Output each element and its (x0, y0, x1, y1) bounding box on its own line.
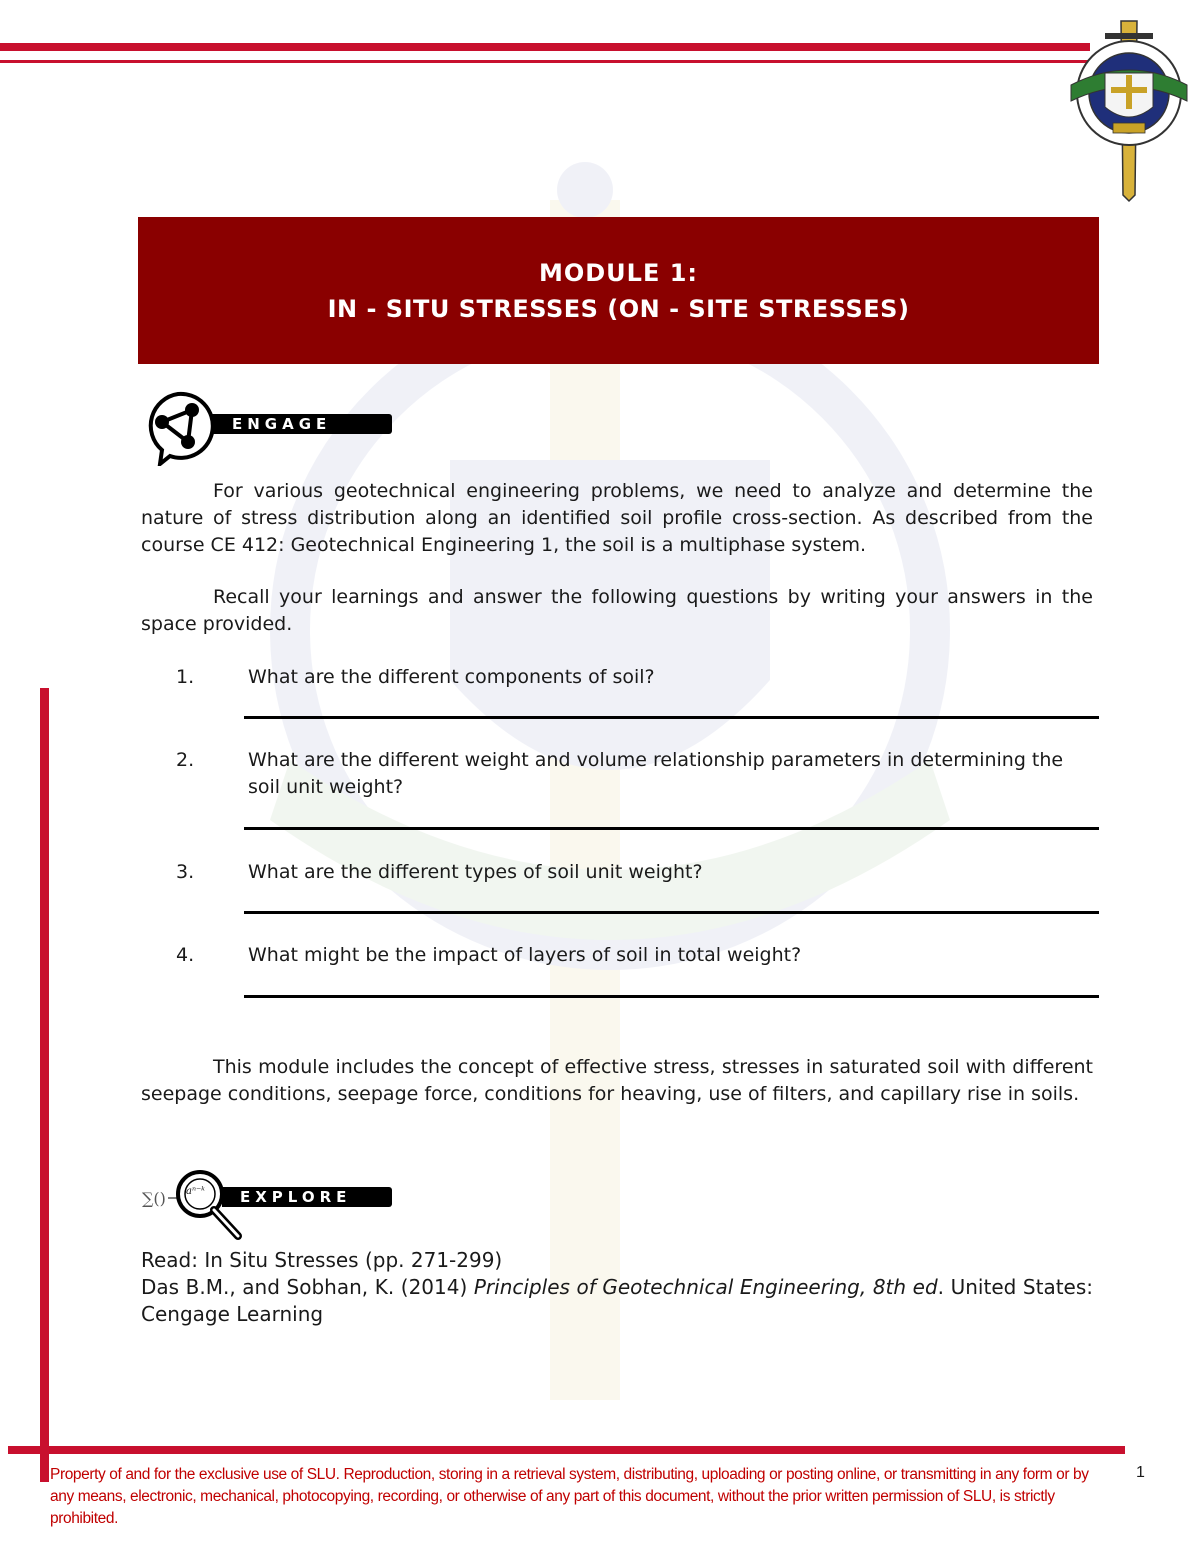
explore-label: EXPLORE (222, 1187, 392, 1207)
question-1-text: What are the different components of soil? (248, 666, 655, 688)
module-title-banner (138, 217, 1099, 364)
question-4-number: 4. (176, 944, 195, 966)
slu-seal-logo (1065, 15, 1193, 203)
module-title: IN - SITU STRESSES (ON - SITE STRESSES) (327, 294, 910, 323)
copyright-notice: Property of and for the exclusive use of SLU. Reproduction, storing in a retrieval system, distributing, uploading or posting online, or transmitting in any form or by any means, electronic, mechanical, photocopying, recording, or otherwise of any part of this document, without the prior written permission of SLU, is strictly prohibited. (50, 1466, 1089, 1527)
top-rule-thin (0, 60, 1090, 63)
reference-publisher: . United States: Cengage Learning (141, 1275, 1094, 1326)
engage-label: ENGAGE (212, 414, 392, 434)
question-3-number: 3. (176, 861, 195, 883)
question-2-number: 2. (176, 749, 195, 771)
reference-title: Principles of Geotechnical Engineering, 8th ed (473, 1275, 938, 1299)
explore-formula: aⁿ⁻ᵏ (186, 1186, 205, 1197)
module-summary: This module includes the concept of effective stress, stresses in saturated soil with different seepage conditions, seepage force, conditions for heaving, use of filters, and capillary rise in soils. (141, 1056, 1093, 1105)
svg-text:∑(): ∑() (142, 1189, 166, 1208)
reference-authors: Das B.M., and Sobhan, K. (2014) (141, 1275, 474, 1299)
top-rule-thick (0, 43, 1090, 51)
share-network-icon (140, 388, 218, 466)
answer-line-3[interactable] (244, 911, 1099, 914)
question-4-text: What might be the impact of layers of soil in total weight? (248, 944, 802, 966)
answer-line-4[interactable] (244, 995, 1099, 998)
engage-instruction: Recall your learnings and answer the following questions by writing your answers in the space provided. (141, 586, 1093, 635)
answer-line-1[interactable] (244, 716, 1099, 719)
engage-intro: For various geotechnical engineering problems, we need to analyze and determine the nature of stress distribution along an identified soil profile cross-section. As described from the course CE 412: Geotechnical Engineering 1, the soil is a multiphase system. (141, 480, 1093, 556)
read-assignment: Read: In Situ Stresses (pp. 271-299) (141, 1248, 503, 1272)
reference-citation (141, 1274, 1093, 1328)
module-number: MODULE 1: (538, 258, 699, 287)
page-number: 1 (1136, 1464, 1145, 1481)
question-1-number: 1. (176, 666, 195, 688)
answer-line-2[interactable] (244, 827, 1099, 830)
bottom-rule (8, 1446, 1125, 1454)
question-3-text: What are the different types of soil unit weight? (248, 861, 703, 883)
left-vertical-bar (40, 688, 49, 1482)
question-2-text: What are the different weight and volume relationship parameters in determining the soil unit weight? (248, 749, 1064, 798)
